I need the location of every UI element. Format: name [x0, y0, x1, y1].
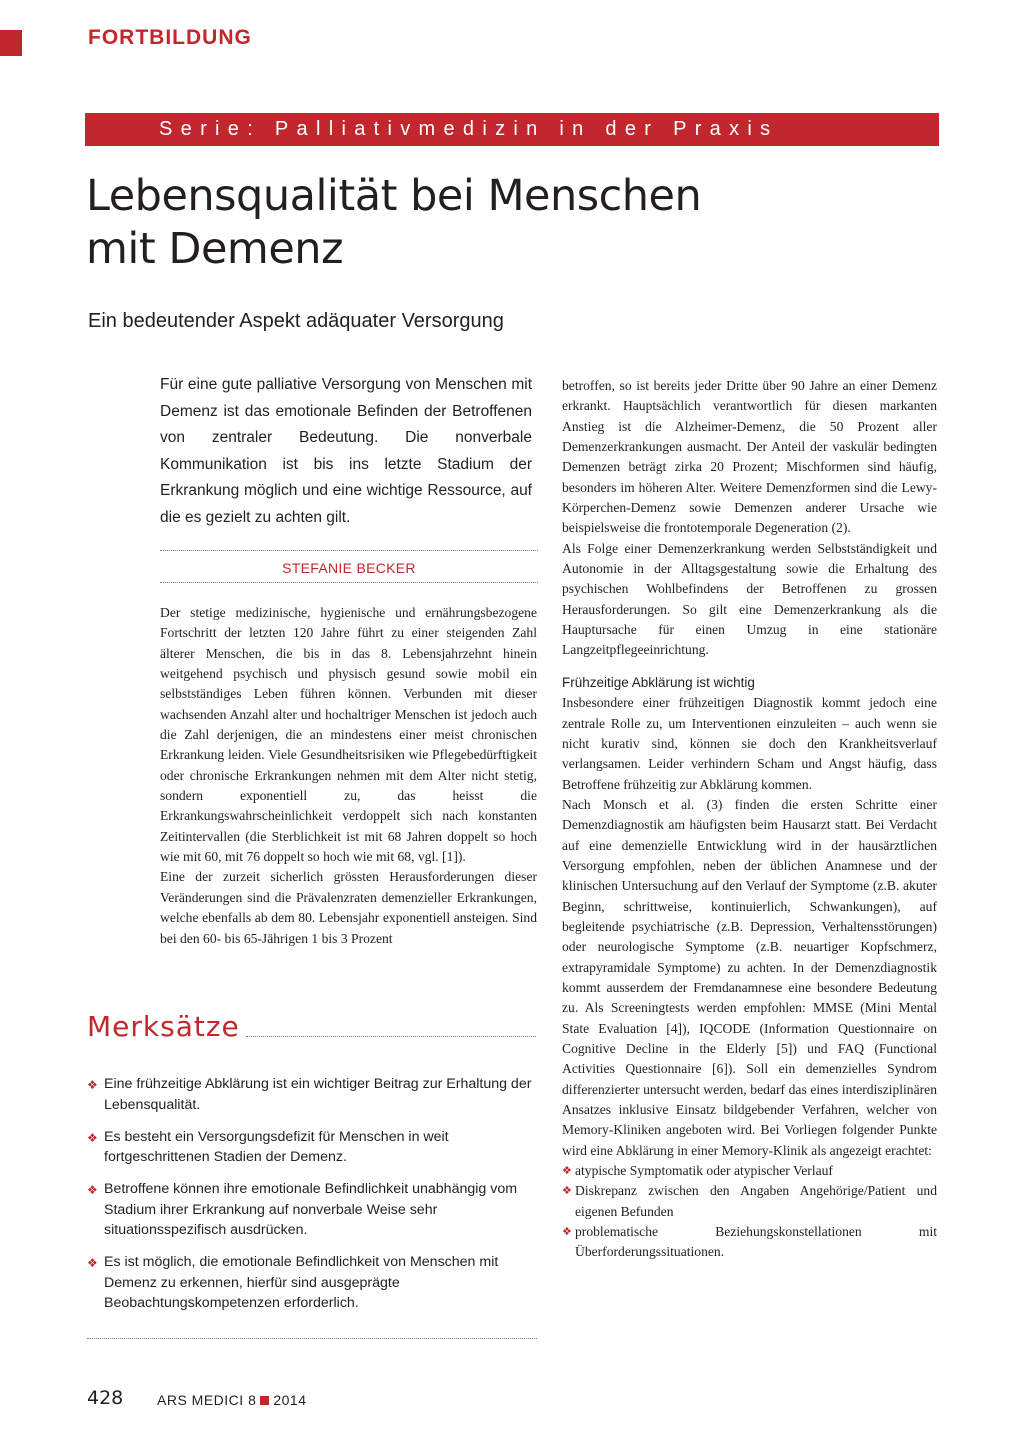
title-line-2: mit Demenz	[86, 224, 344, 274]
merksaetze-heading-leader	[246, 1036, 536, 1037]
diamond-bullet-icon: ❖	[87, 1130, 98, 1145]
merksatz-item	[87, 1179, 537, 1241]
diamond-bullet-icon: ❖	[562, 1225, 572, 1239]
body-paragraph: Als Folge einer Demenzerkrankung werden Selbstständigkeit und Autonomie in der Alltagsgestaltung sowie die Erhaltung des psychischen Wohlbefindens der Betroffenen zu grossen Herausforderungen. So gilt eine Demenzerkrankung als die Hauptursache für einen Umzug in eine stationäre Langzeitpflegeeinrichtung.	[562, 540, 937, 658]
title-line-1: Lebensqualität bei Menschen	[86, 171, 702, 221]
section-subheading: Frühzeitige Abklärung ist wichtig	[562, 674, 755, 690]
merksatz-text: Betroffene können ihre emotionale Befindlichkeit unabhängig vom Stadium ihrer Erkrankung auf nonverbale Weise sehr situationsspezifisch ausdrücken.	[104, 1181, 518, 1238]
page-number: 428	[87, 1387, 124, 1409]
list-item	[562, 1181, 937, 1222]
merksatz-text: Es ist möglich, die emotionale Befindlichkeit von Menschen mit Demenz zu erkennen, hierfür sind ausgeprägte Beobachtungskompetenzen erforderlich.	[104, 1254, 499, 1311]
author-divider-bottom	[160, 582, 538, 583]
series-banner: Serie: Palliativmedizin in der Praxis	[85, 113, 939, 146]
journal-footer	[157, 1392, 307, 1408]
criteria-list	[562, 1161, 937, 1263]
merksaetze-list	[87, 1074, 537, 1325]
square-separator-icon	[260, 1396, 269, 1405]
body-column-left	[160, 603, 537, 949]
article-subtitle: Ein bedeutender Aspekt adäquater Versorgung	[88, 310, 504, 332]
diamond-bullet-icon: ❖	[562, 1184, 572, 1198]
list-item-text: problematische Beziehungskonstellationen mit Überforderungssituationen.	[575, 1224, 937, 1260]
merksatz-text: Es besteht ein Versorgungsdefizit für Menschen in weit fortgeschrittenen Stadien der Demenz.	[104, 1128, 449, 1165]
journal-year: 2014	[273, 1392, 307, 1408]
section-color-marker	[0, 30, 22, 56]
author-name: STEFANIE BECKER	[282, 560, 416, 576]
merksatz-item	[87, 1252, 537, 1314]
lead-paragraph: Für eine gute palliative Versorgung von Menschen mit Demenz ist das emotionale Befinden der Betroffenen von zentraler Bedeutung. Die nonverbale Kommunikation ist bis ins letzte Stadium der Erkrankung möglich und eine wichtige Ressource, auf die es gezielt zu achten gilt.	[160, 376, 532, 526]
diamond-bullet-icon: ❖	[562, 1164, 572, 1178]
merksatz-text: Eine frühzeitige Abklärung ist ein wichtiger Beitrag zur Erhaltung der Lebensqualität.	[104, 1076, 532, 1113]
list-item	[562, 1161, 937, 1181]
merksaetze-bottom-divider	[87, 1338, 537, 1339]
list-item-text: Diskrepanz zwischen den Angaben Angehörige/Patient und eigenen Befunden	[575, 1183, 937, 1219]
merksaetze-heading: Merksätze	[87, 1010, 240, 1043]
merksatz-item	[87, 1074, 537, 1115]
body-paragraph: betroffen, so ist bereits jeder Dritte über 90 Jahre an einer Demenz erkrankt. Hauptsächlich verantwortlich für diesen markanten Anstieg ist die Alzheimer-Demenz, die 50 Prozent aller Demenzerkrankungen ausmacht. Der Anteil der vaskulär bedingten Demenzen beträgt zirka 20 Prozent; Mischformen sind häufig, besonders im höheren Alter. Weitere Demenzformen sind die Lewy-Körperchen-Demenz sowie Demenzen anderer Ursache wie beispielsweise die frontotemporale Degeneration (2).	[562, 378, 937, 536]
author-divider-top	[160, 550, 538, 551]
article-title	[86, 170, 701, 276]
diamond-bullet-icon: ❖	[87, 1078, 98, 1092]
body-paragraph: Eine der zurzeit sicherlich grössten Herausforderungen dieser Veränderungen sind die Prävalenzraten demenzieller Erkrankungen, welche ebenfalls ab dem 80. Lebensjahr exponentiell ansteigen. Sind bei den 60- bis 65-Jährigen 1 bis 3 Prozent	[160, 869, 537, 946]
body-paragraph: Der stetige medizinische, hygienische und ernährungsbezogene Fortschritt der letzten 120 Jahre führt zu einer steigenden Zahl älterer Menschen, die bis in das 8. Lebensjahrzehnt hinein weitgehend psychisch und physisch gesund sowie mobil ein selbstständiges Leben führen können. Verbunden mit dieser wachsenden Anzahl alter und hochaltriger Menschen ist jedoch auch die Zahl derjenigen, die an mindestens einer meist chronischen Erkrankung leiden. Viele Gesundheitsrisiken wie Pflegebedürftigkeit oder chronische Erkrankungen nehmen mit dem Alter nicht stetig, sondern exponentiell zu, das heisst die Erkrankungswahrscheinlichkeit verdoppelt sich nach konstanten Zeitintervallen (die Sterblichkeit ist mit 68 Jahren doppelt so hoch wie mit 60, mit 76 doppelt so hoch wie mit 68, vgl. [1]).	[160, 605, 537, 865]
journal-name: ARS MEDICI 8	[157, 1392, 257, 1408]
list-item	[562, 1222, 937, 1263]
body-paragraph: Nach Monsch et al. (3) finden die ersten Schritte einer Demenzdiagnostik am häufigsten beim Hausarzt statt. Bei Verdacht auf eine demenzielle Entwicklung wird in der hausärztlichen Versorgung empfohlen, neben der üblichen Anamnese und der klinischen Untersuchung auf den Verlauf der Symptome (z.B. akuter Beginn, schrittweise, kontinuierlich, Schwankungen), auf begleitende psychiatrische (z.B. Depression, Verhaltensstörungen) oder neurologische Symptome (z.B. neuartiger Kopfschmerz, extrapyramidale Symptome) zu achten. In der Demenzdiagnostik kommt ausserdem der Fremdanamnese eine besondere Bedeutung zu. Als Screeningtests werden empfohlen: MMSE (Mini Mental State Evaluation [4]), IQCODE (Information Questionnaire on Cognitive Decline in the Elderly [5]) und FAQ (Functional Activities Questionnaire [6]). Soll ein demenzielles Syndrom differenzierter untersucht werden, bedarf das eines interdisziplinären Ansatzes inklusive Einsatz bildgebender Verfahren, welcher von Memory-Kliniken angeboten wird. Bei Vorliegen folgender Punkte wird eine Abklärung in einer Memory-Klinik als angezeigt erachtet:	[562, 796, 937, 1158]
merksatz-item	[87, 1127, 537, 1168]
section-label: FORTBILDUNG	[88, 26, 252, 49]
diamond-bullet-icon: ❖	[87, 1183, 98, 1197]
body-column-right	[562, 376, 937, 1263]
list-item-text: atypische Symptomatik oder atypischer Verlauf	[575, 1163, 833, 1179]
body-paragraph: Insbesondere einer frühzeitigen Diagnostik kommt jedoch eine zentrale Rolle zu, um Interventionen einzuleiten – auch wenn sie nicht kurativ sind, können sie doch den Krankheitsverlauf verlangsamen. Leider verhindern Scham und Angst häufig, dass Betroffene frühzeitig zur Abklärung kommen.	[562, 695, 937, 792]
diamond-bullet-icon: ❖	[87, 1256, 98, 1270]
